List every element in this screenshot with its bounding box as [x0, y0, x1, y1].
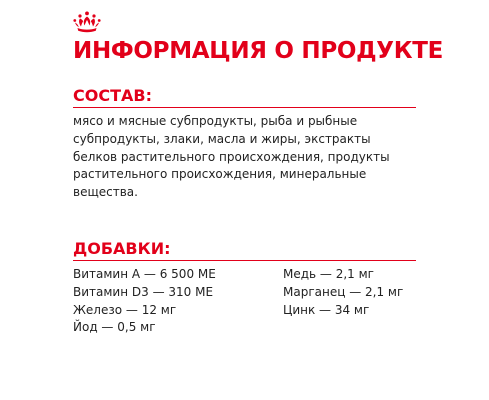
additives-right-column [283, 266, 403, 319]
additive-item: Цинк — 34 мг [283, 302, 370, 317]
additives-heading: ДОБАВКИ: [73, 239, 171, 258]
composition-heading: СОСТАВ: [73, 86, 152, 105]
composition-divider [73, 107, 416, 108]
additive-item: Витамин А — 6 500 МЕ [73, 267, 216, 281]
additives-divider [73, 260, 416, 261]
additive-item: Марганец — 2,1 мг [283, 284, 404, 299]
page-title: ИНФОРМАЦИЯ О ПРОДУКТЕ [73, 38, 444, 64]
composition-text: мясо и мясные субпродукты, рыба и рыбные субпродукты, злаки, масла и жиры, экстракты белков растительного происхождения, продукты растительного происхождения, минеральные вещества. [73, 114, 390, 200]
royal-crown-icon [72, 11, 102, 35]
additive-item: Железо — 12 мг [73, 302, 177, 317]
additive-item: Медь — 2,1 мг [283, 267, 374, 281]
additives-left-column [73, 266, 216, 337]
additive-item: Витамин D3 — 310 МЕ [73, 284, 214, 299]
additive-item: Йод — 0,5 мг [73, 320, 156, 335]
